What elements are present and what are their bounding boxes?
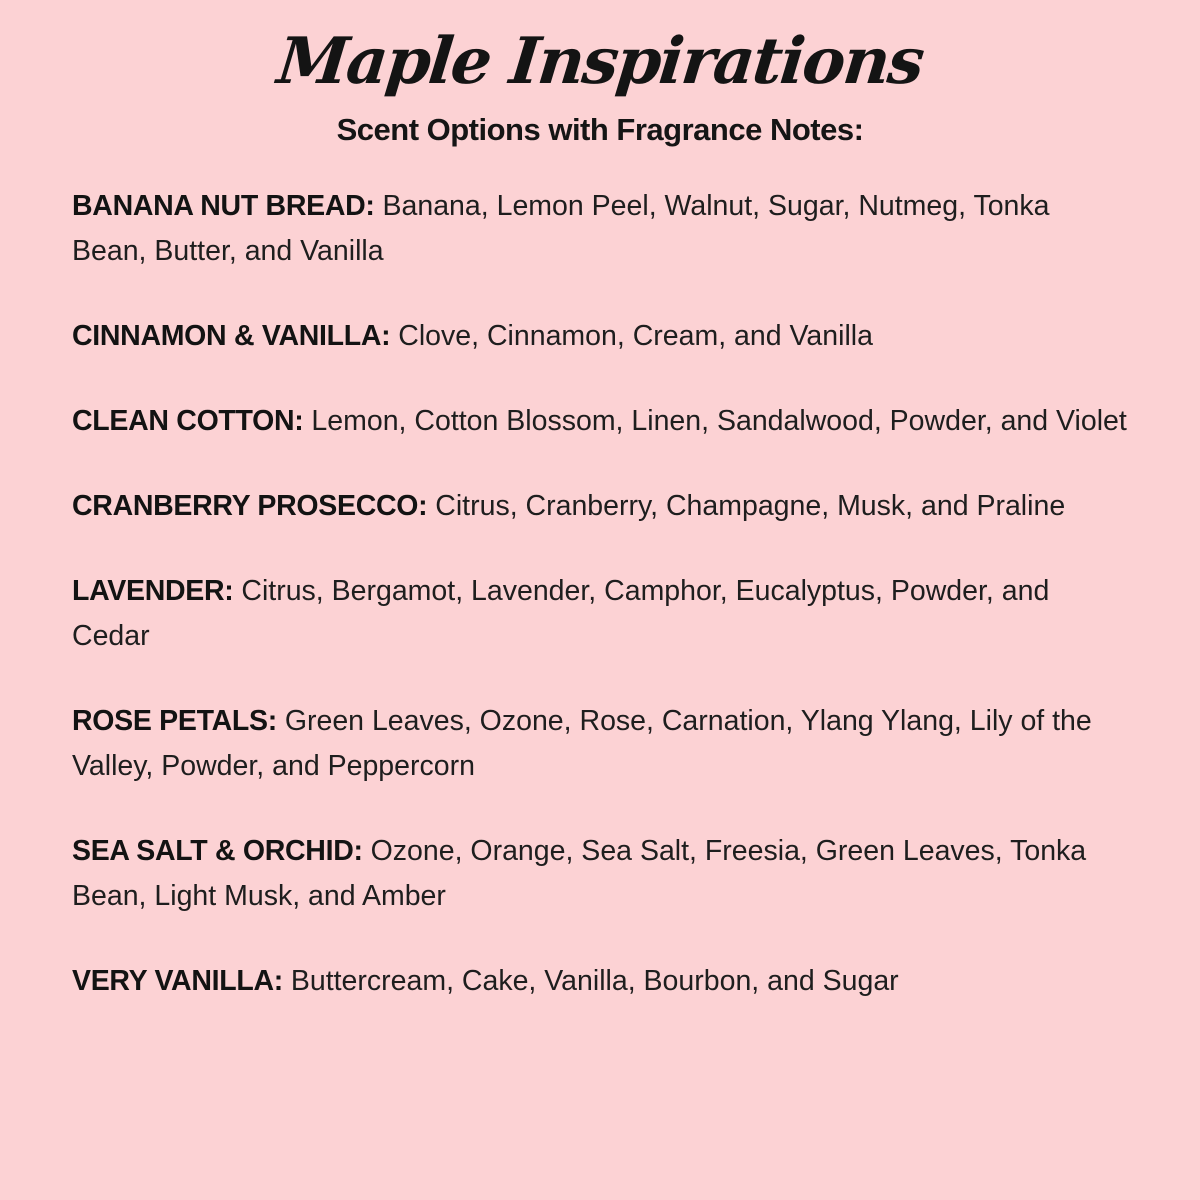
scent-item-cinnamon-vanilla <box>72 314 1130 359</box>
brand-title: Maple Inspirations <box>273 24 927 99</box>
scent-item-rose-petals <box>72 699 1130 789</box>
scent-name: CINNAMON & VANILLA: <box>72 320 391 352</box>
scent-notes: Clove, Cinnamon, Cream, and Vanilla <box>398 320 873 352</box>
scent-name: ROSE PETALS: <box>72 705 277 737</box>
scent-item-banana-nut-bread <box>72 184 1130 274</box>
page-header <box>0 14 1200 148</box>
scent-item-clean-cotton <box>72 399 1130 444</box>
scent-notes: Green Leaves, Ozone, Rose, Carnation, Ylang Ylang, Lily of the Valley, Powder, and Peppercorn <box>72 705 1092 782</box>
scent-name: SEA SALT & ORCHID: <box>72 835 363 867</box>
scent-notes: Buttercream, Cake, Vanilla, Bourbon, and Sugar <box>290 965 899 997</box>
scent-name: VERY VANILLA: <box>72 965 283 997</box>
scent-name: BANANA NUT BREAD: <box>72 190 375 222</box>
scent-name: CRANBERRY PROSECCO: <box>72 490 428 522</box>
scent-name: CLEAN COTTON: <box>72 405 304 437</box>
scent-notes: Banana, Lemon Peel, Walnut, Sugar, Nutmeg, Tonka Bean, Butter, and Vanilla <box>72 190 1050 267</box>
scent-item-sea-salt-orchid <box>72 829 1130 919</box>
scent-item-cranberry-prosecco <box>72 484 1130 529</box>
page-subtitle: Scent Options with Fragrance Notes: <box>336 112 864 147</box>
scent-notes: Lemon, Cotton Blossom, Linen, Sandalwood, Powder, and Violet <box>311 405 1127 437</box>
scent-item-very-vanilla <box>72 959 1130 1004</box>
scent-name: LAVENDER: <box>72 575 234 607</box>
scent-notes: Citrus, Bergamot, Lavender, Camphor, Eucalyptus, Powder, and Cedar <box>72 575 1050 652</box>
scent-notes: Citrus, Cranberry, Champagne, Musk, and Praline <box>435 490 1066 522</box>
scent-list <box>0 184 1200 1004</box>
scent-notes: Ozone, Orange, Sea Salt, Freesia, Green Leaves, Tonka Bean, Light Musk, and Amber <box>72 835 1087 912</box>
scent-item-lavender <box>72 569 1130 659</box>
